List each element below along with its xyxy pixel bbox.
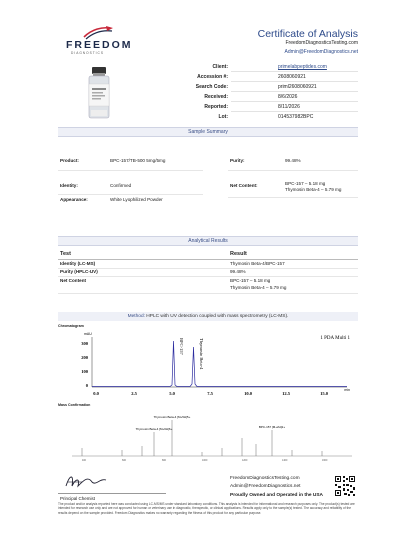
- x-tick-0: 0.0: [93, 391, 99, 396]
- net-content-label: Net Content:: [230, 183, 258, 188]
- chromatogram-trace: [92, 341, 347, 387]
- y-unit-label: mAU: [84, 332, 92, 336]
- ms-peaks: [82, 420, 322, 456]
- signature-title: Principal Chemist: [60, 496, 96, 501]
- result-net-content-1: BPC-157 – 5.18 mg: [230, 278, 271, 283]
- test-purity: Purity (HPLC-UV): [60, 269, 98, 274]
- footer-email[interactable]: Admin@FreedomDiagnostics.net: [230, 484, 301, 489]
- signature-line: [58, 493, 166, 494]
- product-label: Product:: [60, 158, 79, 163]
- svg-text:1600: 1600: [322, 459, 328, 462]
- ms-label-bpc157: BPC-157 [M+2H]2+: [258, 425, 286, 429]
- logo-word: FREEDOM: [66, 39, 133, 51]
- chromatogram-plot: [62, 329, 358, 401]
- footer-owned-text: Proudly Owned and Operated in the USA: [230, 493, 324, 498]
- qr-code-icon[interactable]: [334, 475, 356, 497]
- x-tick-10: 10.0: [244, 391, 252, 396]
- client-label: Client:: [212, 64, 228, 70]
- appearance-label: Appearance:: [60, 197, 88, 202]
- x-tick-5: 5.0: [169, 391, 175, 396]
- accession-label: Accession #:: [197, 74, 228, 80]
- mass-spectrum-plot: [62, 408, 358, 466]
- test-net-content: Net Content: [60, 278, 87, 283]
- purity-value: 99.48%: [285, 158, 301, 163]
- detector-label: 1 PDA Multi 1: [320, 336, 350, 341]
- x-tick-7-5: 7.5: [207, 391, 213, 396]
- y-tick-0: 0: [85, 383, 88, 388]
- purity-label: Purity:: [230, 158, 245, 163]
- result-identity: Thymosin Beta-4/BPC-157: [230, 261, 285, 266]
- analytical-results-heading: Analytical Results: [58, 236, 358, 246]
- reported-label: Reported:: [204, 104, 228, 110]
- ms-label-tb4-5plus: Thymosin Beta-4 [M+5H]5+: [153, 415, 191, 419]
- ms-axis-ticks: [82, 459, 328, 462]
- received-label: Received:: [204, 94, 228, 100]
- product-value: BPC-157/TB-500 5mg/5mg: [110, 158, 166, 163]
- x-tick-12-5: 12.5: [282, 391, 290, 396]
- search-code-label: Search Code:: [195, 84, 228, 90]
- net-content-value-1: BPC-157 – 5.18 mg: [285, 181, 326, 186]
- peak-label-tb4: Thymosin Beta-4: [199, 338, 204, 370]
- header-website[interactable]: FreedomDiagnosticsTesting.com: [285, 40, 358, 46]
- result-purity: 99.48%: [230, 269, 246, 274]
- col-test-header: Test: [60, 251, 71, 257]
- page-title: Certificate of Analysis: [257, 28, 358, 40]
- method-text: HPLC with UV detection coupled with mass spectrometry (LC-MS).: [144, 314, 289, 319]
- info-row-client: [143, 64, 358, 74]
- signature-image: [62, 472, 112, 492]
- sample-summary-heading: Sample Summary: [58, 127, 358, 137]
- appearance-value: White Lyophilized Powder: [110, 197, 163, 202]
- y-tick-300: 300: [81, 341, 88, 346]
- y-tick-100: 100: [81, 369, 88, 374]
- info-row-received: [143, 94, 358, 104]
- y-tick-200: 200: [81, 355, 88, 360]
- x-tick-2-5: 2.5: [131, 391, 137, 396]
- info-row-accession: [143, 74, 358, 84]
- disclaimer-text: The product and/or analysis reported here was conducted using LC-MS/MS under standard laboratory conditions. This analysis is intended for informational and research purposes only. The product(s) tested are intended for research use only and are not approved for human or veterinary use in diagnostic, therapeutic, or clinical applications. Results apply only to the sample(s) tested. The accuracy and reliability of the results depend on the sample provided. Freedom Diagnostics makes no warranty regarding the fitness of this product for any particular purpose.: [58, 502, 355, 515]
- accession-value: 2608060921: [278, 74, 306, 80]
- col-result-header: Result: [230, 251, 247, 257]
- footer-website[interactable]: FreedomDiagnosticsTesting.com: [230, 476, 300, 481]
- svg-text:800: 800: [162, 459, 166, 462]
- x-unit-label: min: [344, 388, 350, 392]
- method-label: Method:: [127, 314, 145, 319]
- freedom-logo: [66, 25, 132, 55]
- lot-value: 014537982BPC: [278, 114, 314, 120]
- info-row-search-code: [143, 84, 358, 94]
- mass-confirmation-heading: Mass Confirmation: [58, 403, 91, 407]
- reported-value: 8/11/2026: [278, 104, 300, 110]
- svg-text:400: 400: [82, 459, 86, 462]
- svg-text:1400: 1400: [282, 459, 288, 462]
- peak-label-bpc157: BPC-157: [179, 338, 184, 355]
- client-link[interactable]: primelabpeptides.com: [278, 64, 327, 70]
- header-email[interactable]: Admin@FreedomDiagnostics.net: [284, 49, 358, 55]
- ms-label-tb4-6plus: Thymosin Beta-4 [M+6H]6+: [135, 427, 173, 431]
- svg-text:1200: 1200: [242, 459, 248, 462]
- search-code-value: priml2608060921: [278, 84, 317, 90]
- method-banner: [58, 312, 358, 321]
- info-row-lot: [143, 114, 358, 124]
- net-content-value-2: Thymosin Beta-4 – 5.79 mg: [285, 187, 342, 192]
- identity-label: Identity:: [60, 183, 78, 188]
- logo-subtext: DIAGNOSTICS: [71, 51, 104, 55]
- vial-image: [86, 66, 112, 120]
- result-net-content-2: Thymosin Beta-4 – 5.79 mg: [230, 285, 287, 290]
- info-row-reported: [143, 104, 358, 114]
- svg-text:1000: 1000: [202, 459, 208, 462]
- received-value: 8/6/2026: [278, 94, 298, 100]
- lot-label: Lot:: [218, 114, 228, 120]
- identity-value: Confirmed: [110, 183, 132, 188]
- chromatogram-heading: Chromatogram: [58, 324, 84, 328]
- x-tick-15: 15.0: [320, 391, 328, 396]
- test-identity: Identity (LC-MS): [60, 261, 96, 266]
- svg-text:600: 600: [122, 459, 126, 462]
